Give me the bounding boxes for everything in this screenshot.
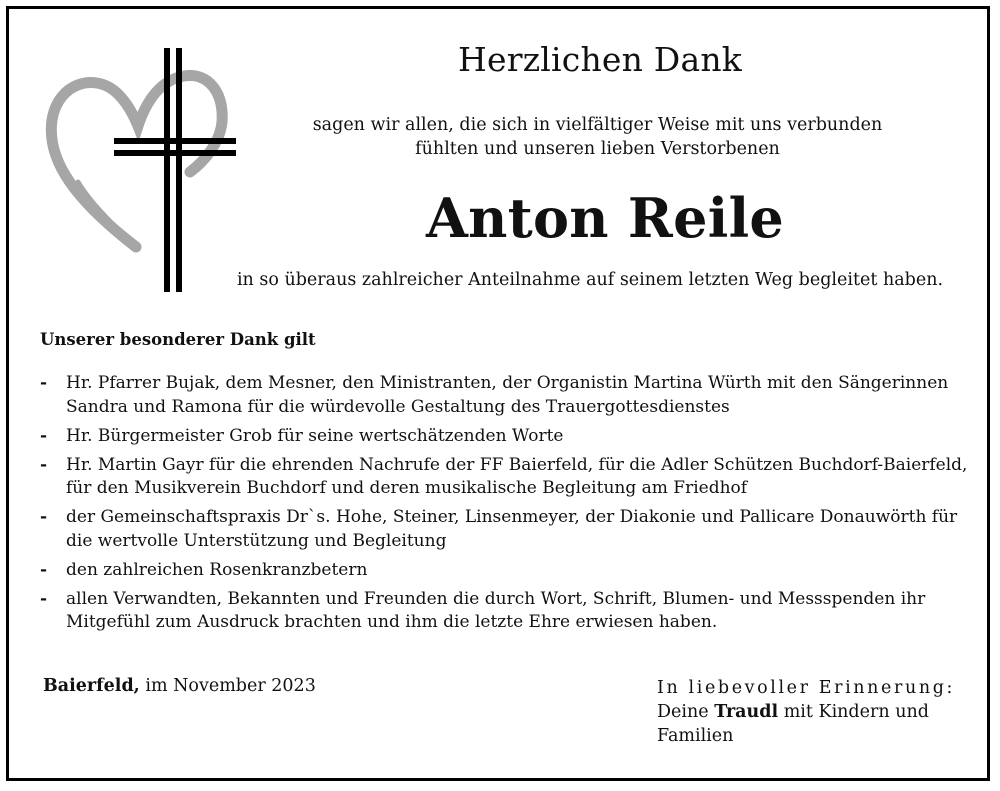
place: Baierfeld, xyxy=(43,676,140,696)
intro-line-1: sagen wir allen, die sich in vielfältiger Weise mit uns verbunden xyxy=(312,115,883,135)
intro-text xyxy=(270,113,925,161)
signature-suffix: mit Kindern und xyxy=(783,702,929,722)
thanks-item xyxy=(40,506,975,553)
outro-text: in so überaus zahlreicher Anteilnahme auf seinem letzten Weg begleitet haben. xyxy=(236,270,944,290)
thanks-heading: Unserer besonderer Dank gilt xyxy=(40,330,316,349)
thanks-list xyxy=(40,372,975,640)
thanks-item-text: den zahlreichen Rosenkranzbetern xyxy=(66,559,368,580)
intro-line-2: fühlten und unseren lieben Verstorbenen xyxy=(415,139,780,159)
signature-line-1: In liebevoller Erinnerung: xyxy=(657,678,955,698)
bullet-dash: - xyxy=(40,425,48,446)
bullet-dash: - xyxy=(40,588,48,609)
notice-heading: Herzlichen Dank xyxy=(458,40,742,79)
bullet-dash: - xyxy=(40,559,48,580)
heart-cross-emblem xyxy=(38,42,248,302)
deceased-name: Anton Reile xyxy=(425,186,785,250)
thanks-item xyxy=(40,425,975,449)
signature-prefix: Deine xyxy=(657,702,709,722)
signature-block xyxy=(657,676,977,748)
bullet-dash: - xyxy=(40,454,48,475)
thanks-item-text: allen Verwandten, Bekannten und Freunden die durch Wort, Schrift, Blumen- und Messspenden ihr Mitgefühl zum Ausdruck brachten und ihm die letzte Ehre erwiesen haben. xyxy=(66,588,926,632)
heart-icon xyxy=(51,75,222,247)
place-date xyxy=(43,676,316,696)
thanks-item xyxy=(40,372,975,419)
bullet-dash: - xyxy=(40,507,48,527)
thanks-item xyxy=(40,454,975,501)
thanks-item xyxy=(40,588,975,635)
signature-name: Traudl xyxy=(714,702,779,722)
thanks-item-text: Hr. Martin Gayr für die ehrenden Nachrufe der FF Baierfeld, für die Adler Schützen Buchdorf-Baierfeld, für den Musikverein Buchdorf und deren musikalische Begleitung am Friedhof xyxy=(66,454,968,498)
signature-line-2 xyxy=(657,700,977,724)
thanks-item xyxy=(40,559,975,583)
signature-line-3: Familien xyxy=(657,726,734,746)
bullet-dash: - xyxy=(40,373,48,393)
thanks-item-text: Hr. Pfarrer Bujak, dem Mesner, den Ministranten, der Organistin Martina Würth mit den Sängerinnen Sandra und Ramona für die würdevolle Gestaltung des Trauergottesdienstes xyxy=(66,373,949,417)
thanks-item-text: der Gemeinschaftspraxis Dr`s. Hohe, Steiner, Linsenmeyer, der Diakonie und Pallicare Donauwörth für die wertvolle Unterstützung und Begleitung xyxy=(66,507,958,551)
date: im November 2023 xyxy=(145,676,316,696)
thanks-item-text: Hr. Bürgermeister Grob für seine wertschätzenden Worte xyxy=(66,425,564,446)
